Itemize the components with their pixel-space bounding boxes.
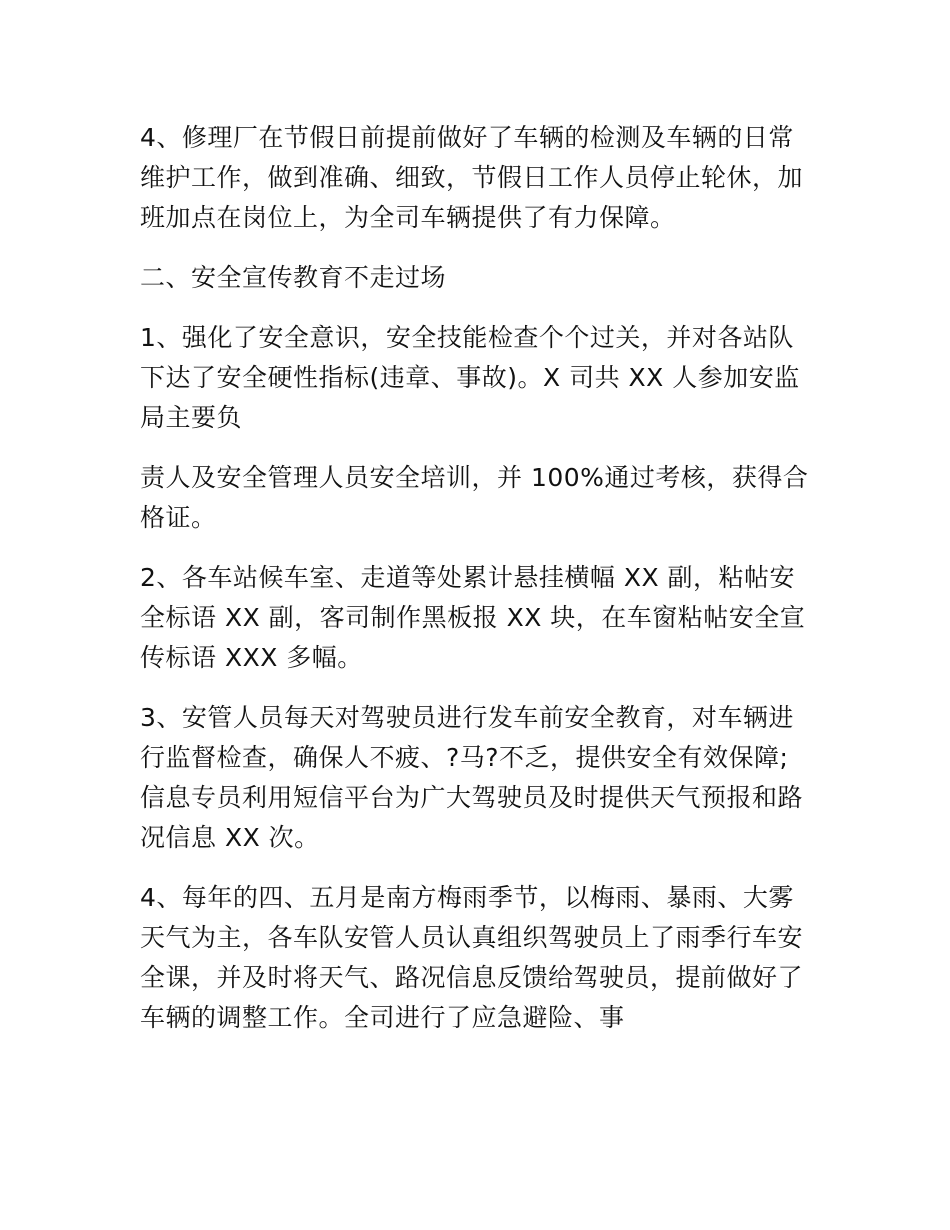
paragraph-driver-education: 3、安管人员每天对驾驶员进行发车前安全教育，对车辆进行监督检查，确保人不疲、?马?不乏，提供安全有效保障;信息专员利用短信平台为广大驾驶员及时提供天气预报和路况信息 XX 次。 bbox=[140, 703, 804, 852]
document-body bbox=[140, 118, 810, 1058]
paragraph-safety-awareness: 1、强化了安全意识，安全技能检查个个过关，并对各站队下达了安全硬性指标(违章、事故)。X 司共 XX 人参加安监局主要负 bbox=[140, 323, 800, 432]
paragraph-banners-slogans: 2、各车站候车室、走道等处累计悬挂横幅 XX 副，粘帖安全标语 XX 副，客司制作黑板报 XX 块，在车窗粘帖安全宣传标语 XXX 多幅。 bbox=[140, 563, 806, 672]
paragraph-safety-training: 责人及安全管理人员安全培训，并 100%通过考核，获得合格证。 bbox=[140, 463, 809, 532]
section-heading-safety-education: 二、安全宣传教育不走过场 bbox=[140, 263, 447, 292]
paragraph-rainy-season: 4、每年的四、五月是南方梅雨季节，以梅雨、暴雨、大雾天气为主，各车队安管人员认真组织驾驶员上了雨季行车安全课，并及时将天气、路况信息反馈给驾驶员，提前做好了车辆的调整工作。全司进行了应急避险、事 bbox=[140, 883, 804, 1032]
paragraph-repair-shop: 4、修理厂在节假日前提前做好了车辆的检测及车辆的日常维护工作，做到准确、细致，节假日工作人员停止轮休，加班加点在岗位上，为全司车辆提供了有力保障。 bbox=[140, 123, 804, 232]
